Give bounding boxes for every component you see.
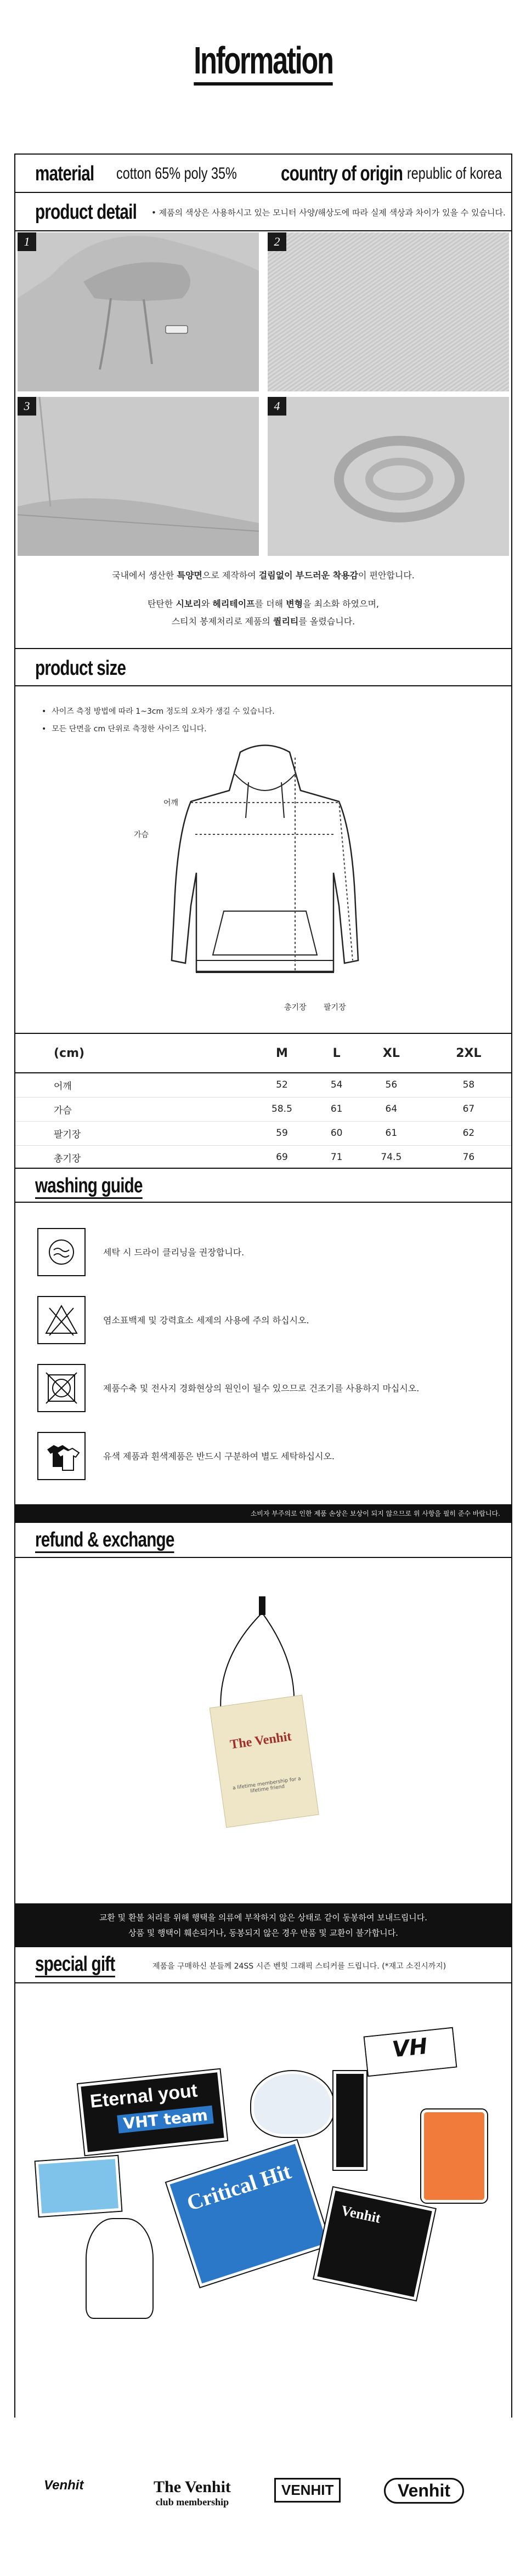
hoodie-size-diagram <box>136 741 394 993</box>
hoodie-neck-illustration <box>18 232 259 391</box>
wash-text: 제품수축 및 전사지 경화현상의 원인이 될수 있으므로 건조기를 사용하지 마십시오. <box>103 1383 420 1394</box>
size-table-row <box>15 1097 511 1121</box>
cuff-illustration <box>18 397 259 556</box>
sticker-collage <box>15 1983 511 2449</box>
size-cell: 64 <box>357 1097 426 1121</box>
material-value: cotton 65% poly 35% <box>116 164 237 183</box>
refund-notice-bar <box>15 1903 511 1947</box>
diagram-label-chest: 가슴 <box>134 831 149 839</box>
sticker-text: VH <box>391 2033 429 2063</box>
size-cell: 54 <box>316 1073 357 1097</box>
refund-notice-line: 교환 및 환불 처리를 위해 행택을 의류에 부착하지 않은 상태로 같이 동봉하여 보내드립니다. <box>99 1913 428 1923</box>
info-frame <box>14 153 512 2418</box>
tag-subtitle: a lifetime membership for a lifetime friend <box>232 1776 302 1794</box>
size-cell: 가슴 <box>15 1097 247 1121</box>
size-cell: 61 <box>357 1121 426 1145</box>
size-cell: 팔기장 <box>15 1121 247 1145</box>
no-bleach-icon <box>37 1296 86 1344</box>
size-note: • 사이즈 측정 방법에 따라 1~3cm 정도의 오차가 생길 수 있습니다. <box>42 703 275 720</box>
color-note: • 제품의 색상은 사용하시고 있는 모니터 사양/해상도에 따라 실제 색상과 차이가 있을 수 있습니다. <box>151 208 506 218</box>
photo-number: 4 <box>268 397 286 416</box>
sticker-rabbit <box>87 2219 152 2318</box>
size-table <box>15 1033 511 1169</box>
size-cell: 총기장 <box>54 1153 81 1164</box>
description-line-1: 국내에서 생산한 특양면으로 제작하여 걸림없이 부드러운 착용감이 편안합니다. <box>112 570 415 581</box>
hang-tag-illustration <box>163 1580 361 1832</box>
wash-item <box>37 1432 487 1481</box>
detail-photo-3 <box>18 397 259 556</box>
wash-text: 유색 제품과 흰색제품은 반드시 구분하여 별도 세탁하십시오. <box>103 1451 335 1462</box>
special-gift-desc: 제품을 구매하신 분들께 24SS 시즌 벤힛 그래픽 스티커를 드립니다. (*재고 소진시까지) <box>152 1962 446 1971</box>
size-table-header <box>15 1033 511 1073</box>
footer-logo: The Venhit club membership <box>154 2478 231 2507</box>
size-cell: 61 <box>316 1097 357 1121</box>
refund-header <box>15 1523 511 1558</box>
sticker-vh <box>365 2028 456 2075</box>
product-size-label: product size <box>35 657 126 680</box>
size-cell: 71 <box>330 1152 343 1163</box>
page-title: Information <box>194 38 332 86</box>
color-note-text: 제품의 색상은 사용하시고 있는 모니터 사양/해상도에 따라 실제 색상과 차이가 있을 수 있습니다. <box>159 208 506 218</box>
product-size-header <box>15 648 511 686</box>
country-value: republic of korea <box>407 164 502 183</box>
detail-photo-2 <box>268 232 509 391</box>
size-cell: 58 <box>426 1073 511 1097</box>
sticker-text: Critical Hit <box>184 2158 294 2216</box>
tag-brand: The Venhit <box>229 1729 292 1753</box>
diagram-label-shoulder: 어깨 <box>163 799 179 808</box>
diagram-label-total: 총기장 <box>284 1003 307 1012</box>
separate-wash-icon <box>37 1432 86 1480</box>
size-cell: 76 <box>462 1152 475 1163</box>
size-cell: 60 <box>316 1121 357 1145</box>
size-cell: 67 <box>426 1097 511 1121</box>
product-detail-label: product detail <box>35 201 137 224</box>
detail-photo-4 <box>268 397 509 556</box>
detail-photo-1 <box>18 232 259 391</box>
sticker-text: VHT team <box>117 2106 214 2134</box>
sticker-heart <box>251 2071 333 2137</box>
washing-guide-header <box>15 1168 511 1203</box>
wash-text: 세탁 시 드라이 클리닝을 권장합니다. <box>103 1247 245 1258</box>
footer-logo: Venhit <box>44 2478 84 2493</box>
refund-notice-line: 상품 및 행택이 훼손되거나, 동봉되지 않은 경우 반품 및 교환이 불가합니다. <box>128 1928 398 1938</box>
size-header-cell: L <box>316 1033 357 1073</box>
size-header-cell: 2XL <box>426 1033 511 1073</box>
sticker-skeleton <box>333 2071 366 2170</box>
photo-number: 2 <box>268 232 286 251</box>
size-header-cell: (cm) <box>15 1033 247 1073</box>
sticker-text: Eternal yout <box>89 2080 199 2112</box>
wash-item <box>37 1228 487 1277</box>
sticker-eternal <box>78 2069 227 2155</box>
size-cell: 어깨 <box>15 1073 247 1097</box>
footer-logo: Venhit <box>384 2478 464 2504</box>
country-label: country of origin <box>281 162 403 185</box>
sticker-photo <box>36 2156 122 2216</box>
material-label: material <box>35 162 94 185</box>
size-cell: 74.5 <box>381 1152 402 1163</box>
size-notes <box>42 703 275 738</box>
size-table-row <box>15 1145 511 1169</box>
sticker-critical <box>166 2140 331 2287</box>
footer-logo: VENHIT <box>274 2478 341 2503</box>
washing-notice-text: 소비자 부주의로 인한 제품 손상은 보상이 되지 않으므로 위 사항을 필히 준수 바랍니다. <box>250 1510 500 1517</box>
size-cell: 58.5 <box>247 1097 317 1121</box>
description-line-3: 스티치 봉제처리로 제품의 퀄리티를 올렸습니다. <box>171 616 355 627</box>
size-note: • 모든 단면을 cm 단위로 측정한 사이즈 입니다. <box>42 720 275 738</box>
size-table-row <box>15 1073 511 1097</box>
size-cell: 52 <box>247 1073 317 1097</box>
no-tumble-dry-icon <box>37 1364 86 1412</box>
dry-clean-icon <box>37 1228 86 1276</box>
sticker-text: Venhit <box>340 2202 382 2226</box>
special-gift-header <box>15 1947 511 1983</box>
size-cell: 56 <box>357 1073 426 1097</box>
product-description <box>15 567 511 630</box>
size-table-row <box>15 1121 511 1145</box>
size-cell: 62 <box>426 1121 511 1145</box>
description-line-2: 탄탄한 시보리와 헤리테이프를 더해 변형을 최소화 하였으며, <box>147 599 380 609</box>
special-gift-label: special gift <box>35 1953 115 1976</box>
refund-label: refund & exchange <box>35 1528 174 1552</box>
fabric-swirl-illustration <box>268 397 509 556</box>
size-cell: 69 <box>276 1152 288 1163</box>
wash-item <box>37 1364 487 1413</box>
wash-text: 염소표백제 및 강력효소 세제의 사용에 주의 하십시오. <box>103 1315 309 1326</box>
washing-guide-label: washing guide <box>35 1174 143 1198</box>
size-header-cell: M <box>247 1033 317 1073</box>
material-row <box>15 155 511 193</box>
diagram-label-sleeve: 팔기장 <box>324 1003 346 1012</box>
size-header-cell: XL <box>357 1033 426 1073</box>
product-detail-header <box>15 193 511 231</box>
photo-number: 1 <box>18 232 36 251</box>
page-header <box>0 38 526 86</box>
sticker-venhit <box>314 2187 435 2300</box>
photo-number: 3 <box>18 397 36 416</box>
wash-item <box>37 1296 487 1345</box>
footer-logos <box>0 2467 526 2516</box>
size-cell: 59 <box>247 1121 317 1145</box>
washing-notice-bar <box>15 1504 511 1523</box>
sticker-drink <box>421 2109 487 2203</box>
